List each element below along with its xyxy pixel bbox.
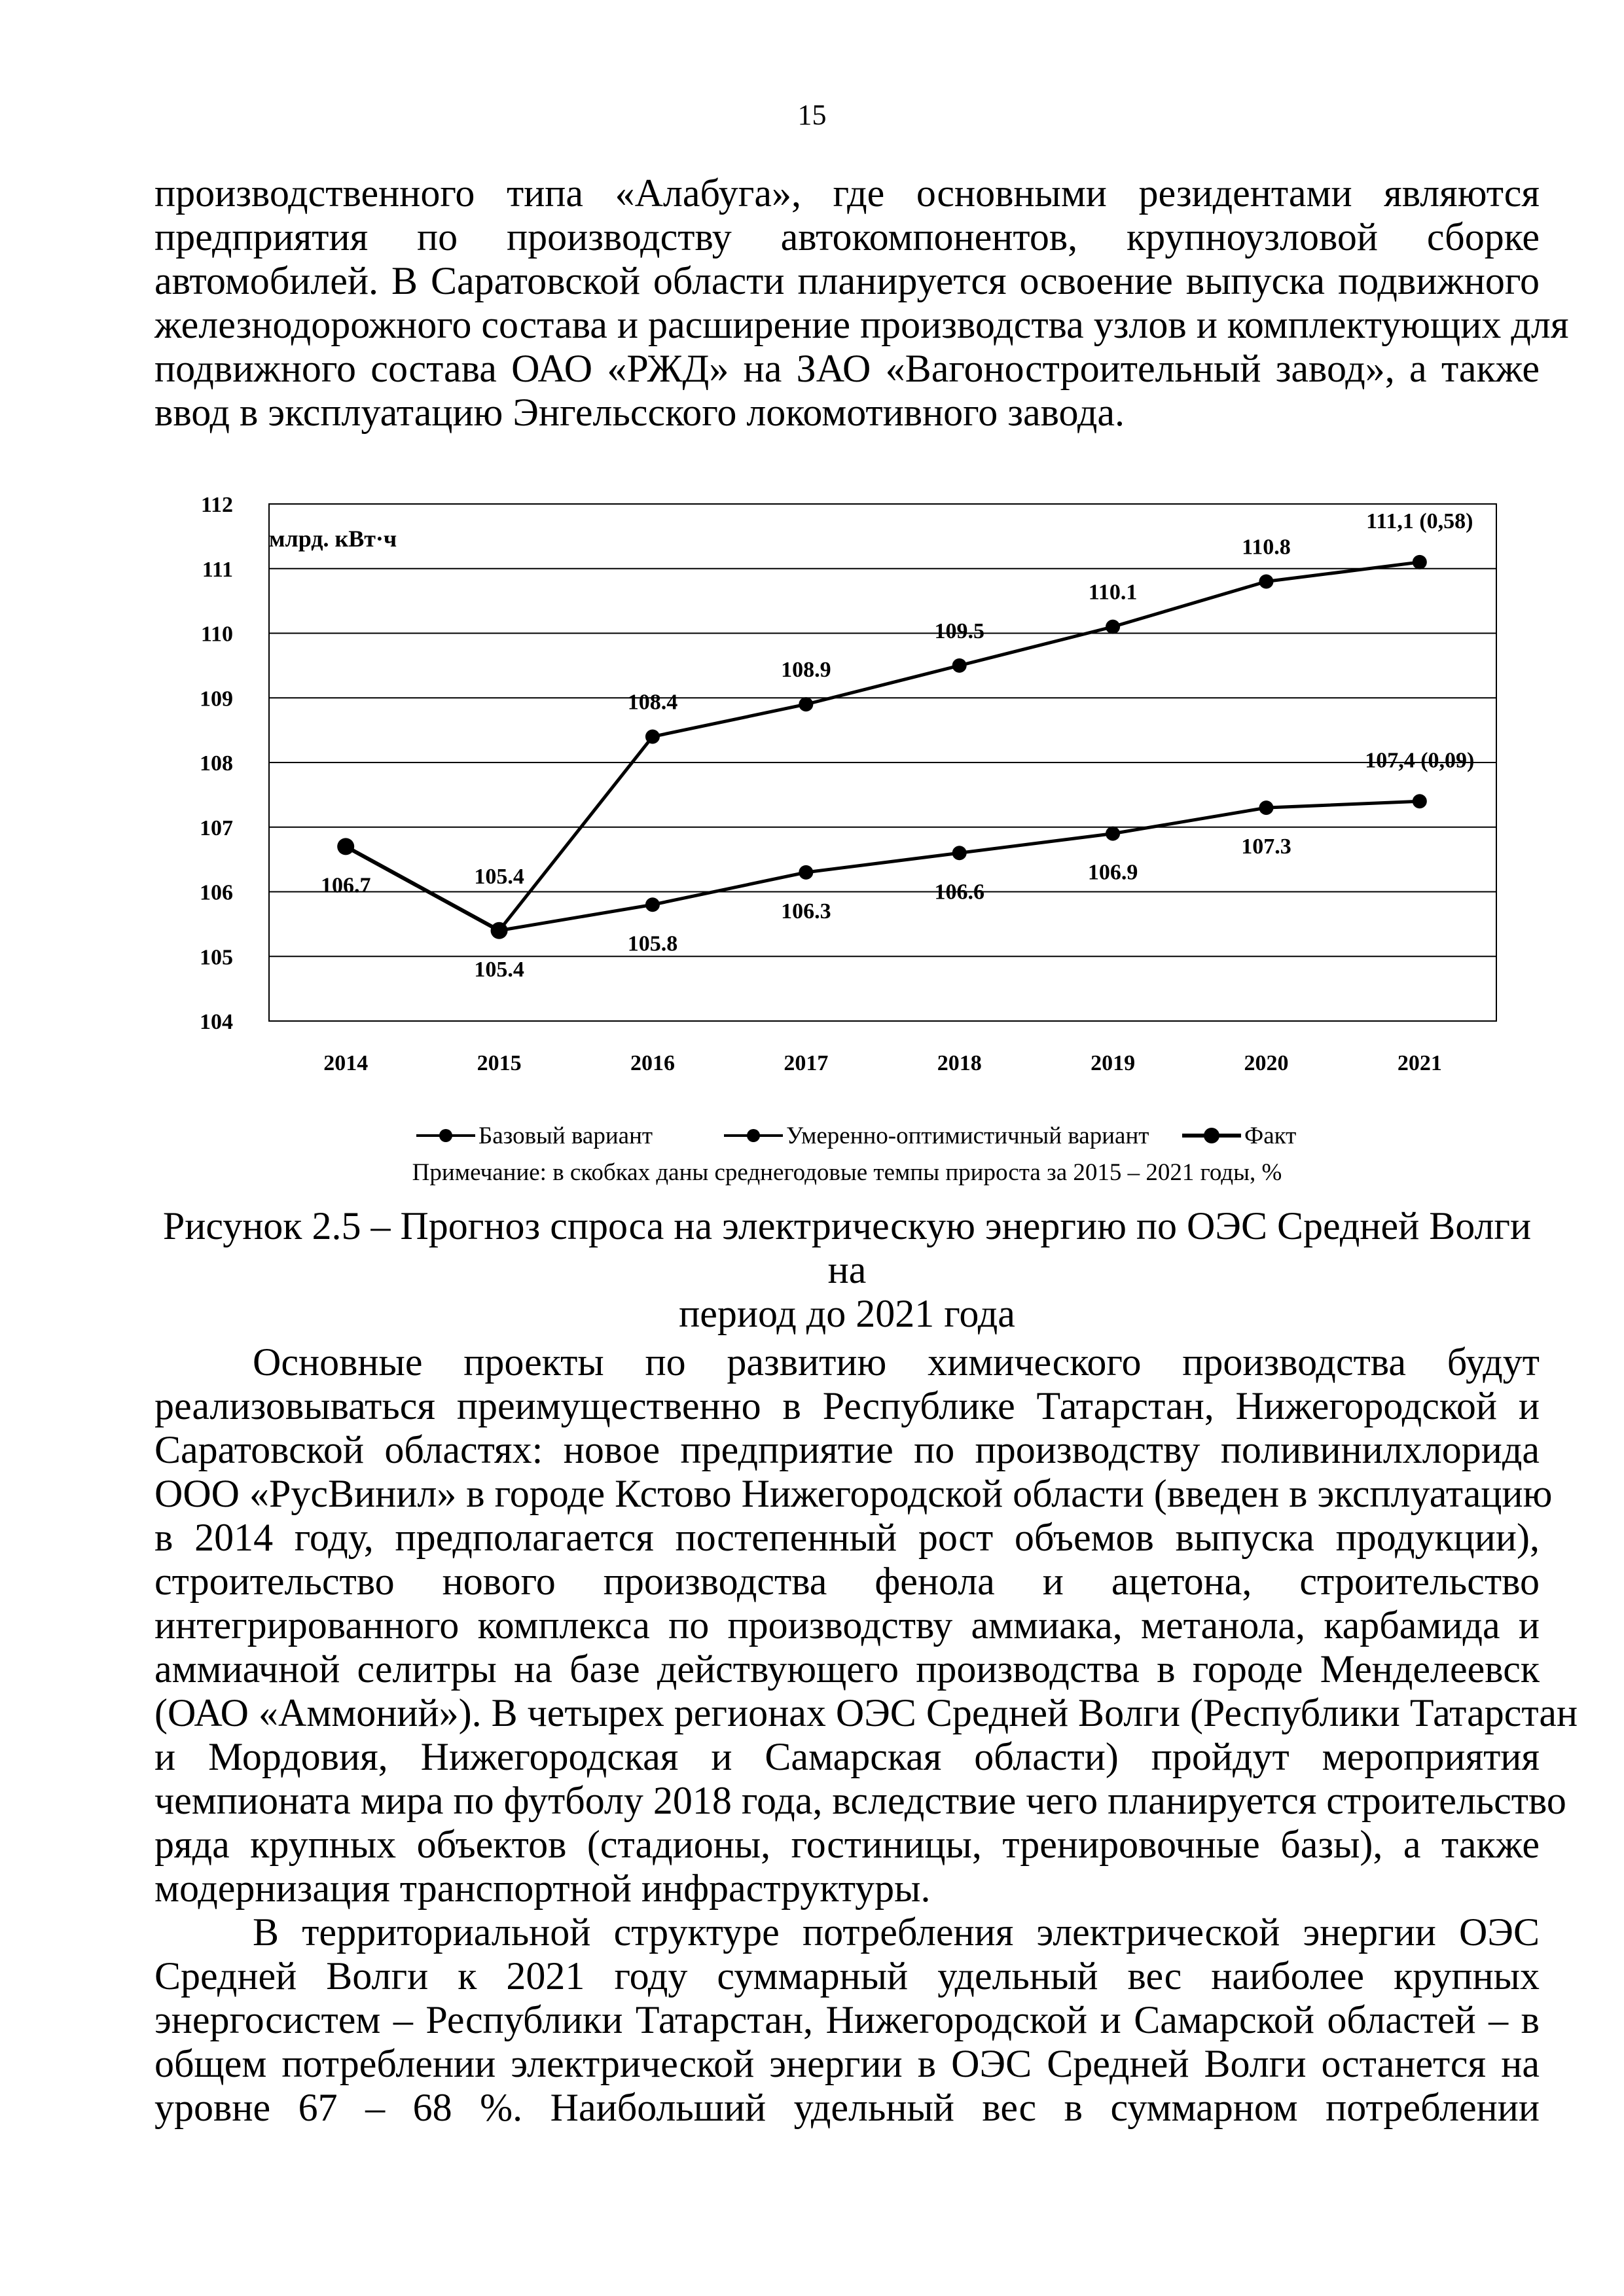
text-line: ООО «РусВинил» в городе Кстово Нижегородской области (введен в эксплуатацию <box>154 1472 1553 1515</box>
line-chart <box>154 478 1540 1185</box>
text-line: (ОАО «Аммоний»). В четырех регионах ОЭС Средней Волги (Республики Татарстан <box>154 1691 1578 1734</box>
paragraph-top <box>154 171 1569 435</box>
y-tick-label: 108 <box>200 751 233 776</box>
x-tick-label: 2014 <box>323 1051 369 1075</box>
y-tick-label: 107 <box>200 816 233 840</box>
data-point <box>1413 555 1427 569</box>
data-point <box>645 897 660 912</box>
y-tick-label: 110 <box>200 622 233 647</box>
text-line: чемпионата мира по футболу 2018 года, вследствие чего планируется строительство <box>154 1779 1566 1822</box>
data-point <box>1259 800 1273 815</box>
text-line: общем потреблении электрической энергии в ОЭС Средней Волги останется на <box>154 2042 1540 2085</box>
data-label: 108.9 <box>781 658 831 683</box>
x-tick-label: 2018 <box>937 1051 982 1075</box>
y-axis-ticks <box>200 493 233 1034</box>
data-label: 111,1 (0,58) <box>1366 509 1473 533</box>
data-label: 105.4 <box>474 957 524 982</box>
figure-caption-line: период до 2021 года <box>679 1292 1015 1335</box>
data-point <box>952 658 967 673</box>
data-label: 106.3 <box>781 899 831 924</box>
text-line: подвижного состава ОАО «РЖД» на ЗАО «Вагоностроительный завод», а также <box>154 347 1540 390</box>
data-point <box>1259 575 1273 589</box>
text-line: Основные проекты по развитию химического производства будут <box>253 1340 1540 1384</box>
data-labels <box>321 509 1474 982</box>
y-tick-label: 112 <box>200 493 233 517</box>
text-line: Средней Волги к 2021 году суммарный удельный вес наиболее крупных <box>154 1954 1540 1998</box>
figure-caption <box>154 1204 1540 1336</box>
y-axis-label: млрд. кВт·ч <box>269 526 397 552</box>
text-line: автомобилей. В Саратовской области планируется освоение выпуска подвижного <box>154 259 1540 302</box>
data-label: 108.4 <box>627 690 678 715</box>
data-label: 106.9 <box>1087 860 1138 885</box>
text-line: уровне 67 – 68 %. Наибольший удельный вес в суммарном потреблении <box>154 2086 1540 2129</box>
data-label: 105.8 <box>627 931 678 956</box>
x-tick-label: 2021 <box>1397 1051 1442 1075</box>
data-label: 106.7 <box>320 873 371 898</box>
text-line: В территориальной структуре потребления электрической энергии ОЭС <box>253 1910 1540 1954</box>
y-tick-label: 111 <box>202 557 233 582</box>
data-label: 109.5 <box>934 619 984 643</box>
paragraph-chemical <box>154 1340 1578 2130</box>
legend-label: Умеренно-оптимистичный вариант <box>786 1122 1149 1149</box>
text-line: энергосистем – Республики Татарстан, Нижегородской и Самарской областей – в <box>154 1998 1540 2041</box>
data-point <box>799 865 813 880</box>
data-point <box>1106 827 1120 841</box>
x-tick-label: 2020 <box>1244 1051 1289 1075</box>
x-tick-label: 2015 <box>477 1051 522 1075</box>
series-line <box>499 562 1420 931</box>
y-tick-label: 105 <box>200 945 233 970</box>
chart-legend <box>416 1122 1296 1149</box>
series-line <box>499 801 1420 931</box>
y-tick-label: 109 <box>200 687 233 711</box>
legend-label: Факт <box>1244 1122 1297 1149</box>
figure-caption-line: Рисунок 2.5 – Прогноз спроса на электрическую энергию по ОЭС Средней Волги на <box>162 1204 1532 1291</box>
text-line: предприятия по производству автокомпонентов, крупноузловой сборке <box>154 215 1540 259</box>
text-line: производственного типа «Алабуга», где основными резидентами являются <box>154 171 1540 215</box>
text-line: модернизация транспортной инфраструктуры. <box>154 1867 931 1910</box>
data-label: 106.6 <box>934 880 984 905</box>
data-point <box>491 922 508 939</box>
text-line: и Мордовия, Нижегородская и Самарская области) пройдут мероприятия <box>154 1735 1540 1778</box>
text-line: ряда крупных объектов (стадионы, гостиницы, тренировочные базы), а также <box>154 1823 1540 1866</box>
data-label: 105.4 <box>474 864 524 889</box>
y-tick-label: 104 <box>200 1010 233 1034</box>
legend-marker <box>439 1129 452 1142</box>
page-number: 15 <box>797 99 827 131</box>
x-tick-label: 2016 <box>630 1051 675 1075</box>
y-tick-label: 106 <box>200 880 233 905</box>
data-point <box>952 846 967 860</box>
legend-marker <box>747 1129 760 1142</box>
x-tick-label: 2019 <box>1091 1051 1136 1075</box>
x-tick-label: 2017 <box>784 1051 829 1075</box>
chart-grid <box>269 504 1496 1021</box>
text-line: в 2014 году, предполагается постепенный рост объемов выпуска продукции), <box>154 1516 1540 1559</box>
data-point <box>1106 620 1120 634</box>
legend-label: Базовый вариант <box>478 1122 653 1149</box>
data-point <box>799 697 813 711</box>
data-point <box>645 730 660 744</box>
legend-marker <box>1204 1128 1219 1143</box>
text-line: аммиачной селитры на базе действующего производства в городе Менделеевск <box>154 1647 1540 1691</box>
text-line: интегрированного комплекса по производству аммиака, метанола, карбамида и <box>154 1604 1540 1647</box>
data-point <box>337 838 354 855</box>
data-label: 107,4 (0,09) <box>1365 748 1475 773</box>
text-line: реализовываться преимущественно в Республике Татарстан, Нижегородской и <box>154 1384 1540 1427</box>
data-point <box>1413 794 1427 808</box>
text-line: строительство нового производства фенола и ацетона, строительство <box>154 1560 1540 1603</box>
text-line: Саратовской областях: новое предприятие по производству поливинилхлорида <box>154 1428 1540 1471</box>
figure-note: Примечание: в скобках даны среднегодовые темпы прироста за 2015 – 2021 годы, % <box>412 1159 1282 1186</box>
x-axis-ticks <box>323 1051 1442 1075</box>
data-label: 110.8 <box>1242 535 1291 560</box>
data-label: 107.3 <box>1241 834 1291 859</box>
text-line: ввод в эксплуатацию Энгельсского локомотивного завода. <box>154 391 1125 434</box>
data-label: 110.1 <box>1088 580 1138 605</box>
text-line: железнодорожного состава и расширение производства узлов и комплектующих для <box>154 303 1569 346</box>
